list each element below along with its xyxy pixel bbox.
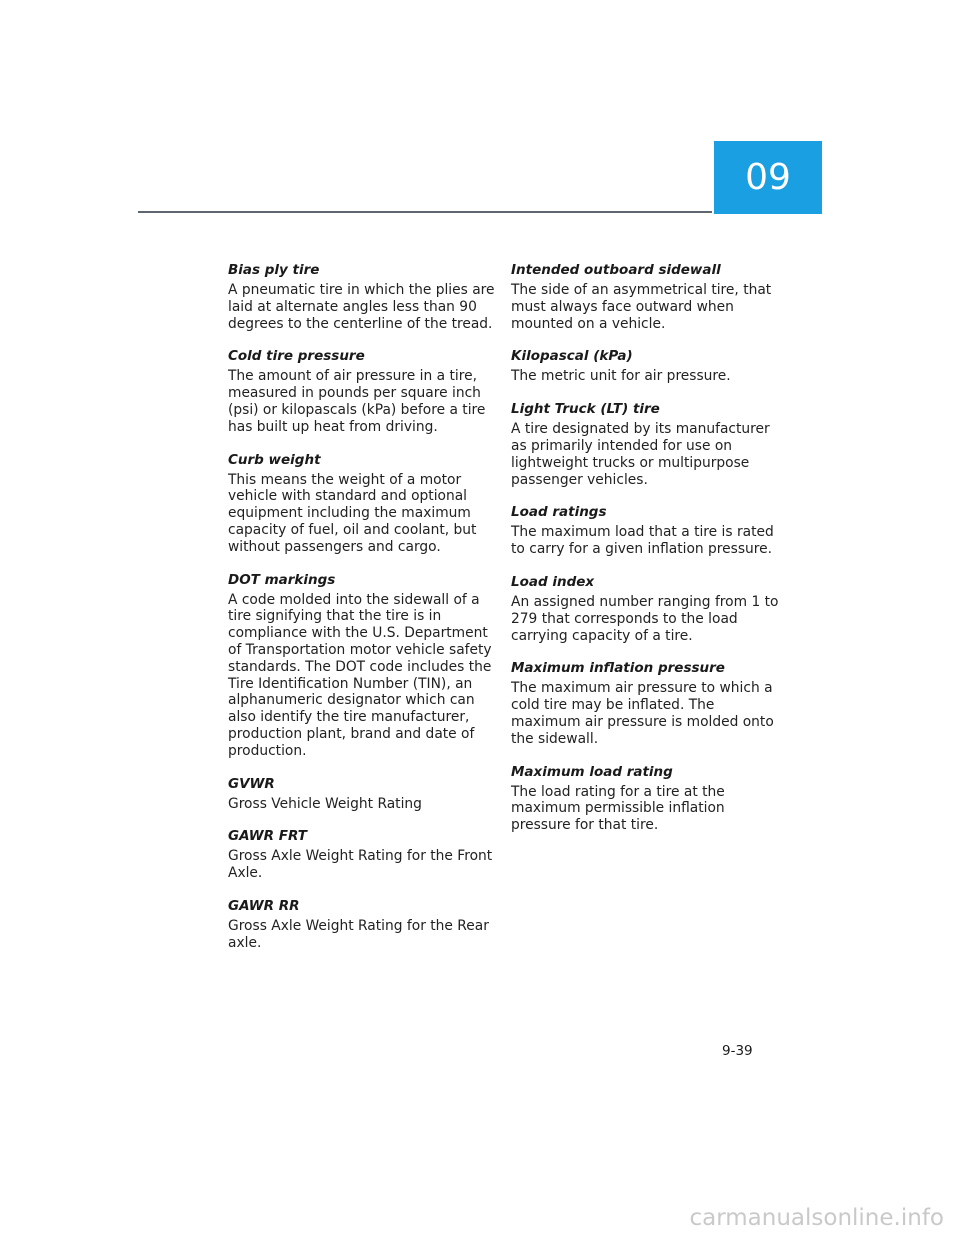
glossary-term: Load ratings [511, 504, 607, 521]
glossary-definition: The amount of air pressure in a tire, measured in pounds per square inch (psi) or kilopascals (kPa) before a tire has built up heat from driving. [228, 368, 486, 435]
glossary-entry [228, 898, 496, 952]
glossary-definition: The metric unit for air pressure. [511, 368, 731, 385]
glossary-definition: The maximum air pressure to which a cold tire may be inflated. The maximum air pressure is molded onto the sidewall. [511, 680, 774, 747]
glossary-entry [511, 764, 779, 834]
glossary-term: Maximum load rating [511, 763, 673, 780]
glossary-entry [228, 262, 496, 332]
glossary-term: Intended outboard sidewall [511, 262, 721, 278]
glossary-entry [511, 574, 779, 644]
glossary-term: Cold tire pressure [228, 348, 365, 365]
glossary-entry [228, 572, 496, 760]
glossary-definition: Gross Axle Weight Rating for the Front Axle. [228, 848, 493, 882]
glossary-definition: The maximum load that a tire is rated to carry for a given inflation pressure. [511, 524, 774, 558]
glossary-definition: Gross Vehicle Weight Rating [228, 795, 422, 812]
chapter-tab: 09 [714, 141, 822, 214]
glossary-entry [228, 348, 496, 435]
glossary-definition: This means the weight of a motor vehicle with standard and optional equipment including the maximum capacity of fuel, oil and coolant, but without passengers and cargo. [228, 471, 477, 555]
glossary-entry [511, 660, 779, 747]
glossary-term: Maximum inflation pressure [511, 660, 725, 677]
watermark: carmanualsonline.info [689, 1205, 944, 1231]
glossary-definition: A code molded into the sidewall of a tire signifying that the tire is in compliance with the U.S. Department of Transportation motor vehicle safety standards. The DOT code includes the Tire Identification Number (TIN), an alphanumeric designator which can also identify the tire manufacturer, production plant, brand and date of production. [228, 591, 492, 759]
right-column [511, 262, 779, 850]
glossary-term: GAWR FRT [228, 828, 307, 845]
glossary-term: Bias ply tire [228, 262, 320, 278]
glossary-entry [511, 401, 779, 488]
glossary-term: GVWR [228, 775, 275, 792]
glossary-term: Light Truck (LT) tire [511, 401, 660, 418]
glossary-entry [511, 348, 779, 385]
left-column [228, 262, 496, 968]
glossary-term: Kilopascal (kPa) [511, 348, 633, 365]
header-rule [138, 211, 712, 213]
glossary-definition: The side of an asymmetrical tire, that must always face outward when mounted on a vehicle. [511, 282, 772, 332]
glossary-definition: An assigned number ranging from 1 to 279 that corresponds to the load carrying capacity of a tire. [511, 593, 779, 644]
glossary-term: Load index [511, 573, 595, 590]
glossary-entry [228, 452, 496, 556]
glossary-term: Curb weight [228, 451, 321, 468]
glossary-definition: A pneumatic tire in which the plies are laid at alternate angles less than 90 degrees to the centerline of the tread. [228, 282, 495, 332]
page-number: 9-39 [722, 1043, 753, 1059]
glossary-definition: Gross Axle Weight Rating for the Rear axle. [228, 917, 489, 951]
glossary-definition: A tire designated by its manufacturer as primarily intended for use on lightweight trucks or multipurpose passenger vehicles. [511, 421, 770, 488]
glossary-entry [511, 504, 779, 558]
glossary-term: GAWR RR [228, 897, 300, 914]
glossary-term: DOT markings [228, 571, 336, 588]
glossary-entry [228, 828, 496, 882]
glossary-entry [228, 776, 496, 813]
glossary-definition: The load rating for a tire at the maximum permissible inflation pressure for that tire. [511, 783, 725, 834]
glossary-entry [511, 262, 779, 332]
